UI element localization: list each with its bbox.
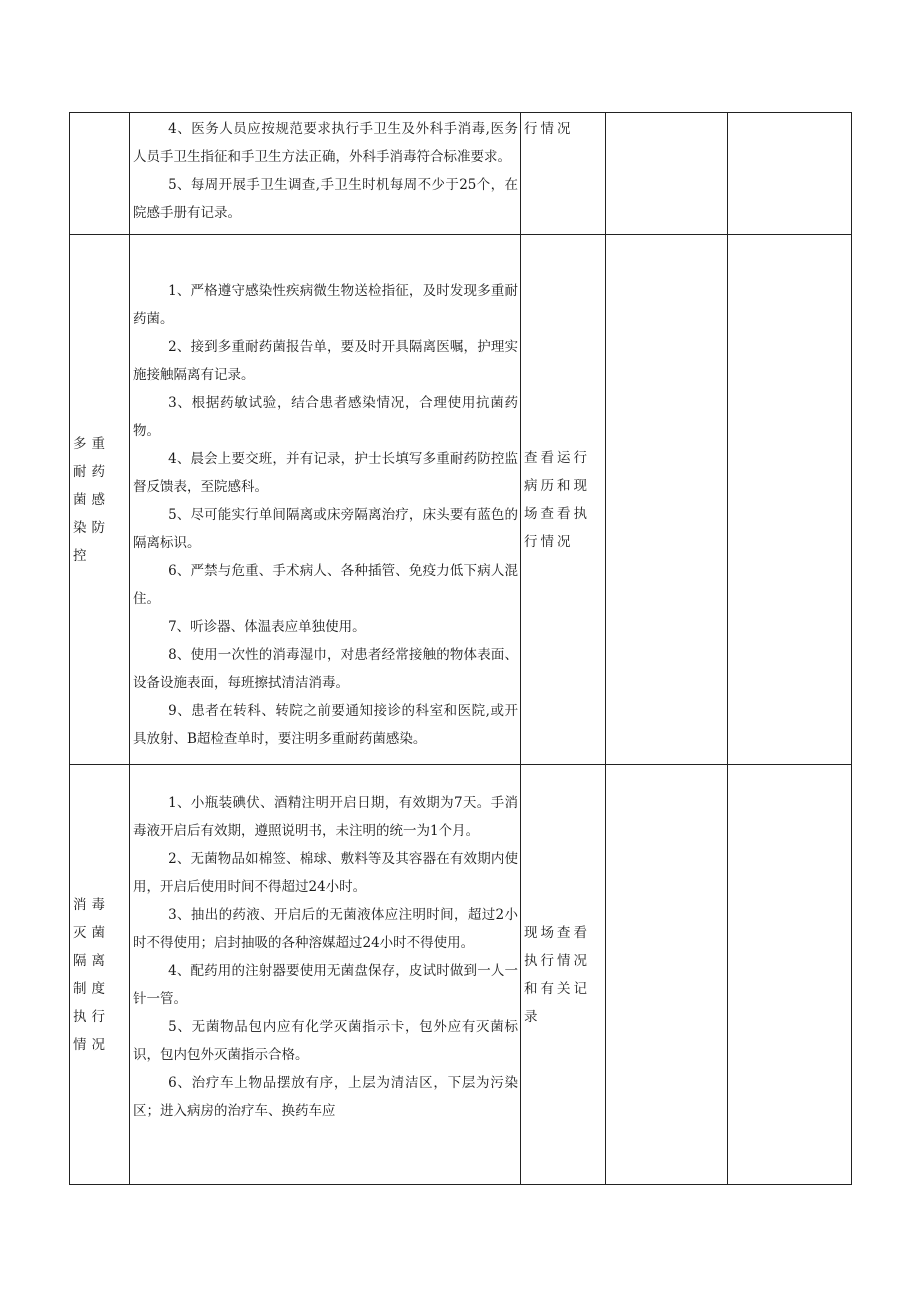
blank-cell: [728, 235, 852, 765]
list-item: 1、小瓶装碘伏、酒精注明开启日期，有效期为7天。手消毒液开启后有效期，遵照说明书，未注明的统一为1个月。: [133, 795, 518, 839]
inspection-table: [69, 112, 852, 1185]
method-cell: 行情况: [521, 113, 606, 235]
list-item: 6、严禁与危重、手术病人、各种插管、免疫力低下病人混住。: [133, 563, 518, 607]
blank-cell: [606, 765, 728, 1185]
list-item: 5、无菌物品包内应有化学灭菌指示卡，包外应有灭菌标识，包内包外灭菌指示合格。: [133, 1019, 518, 1063]
list-item: 2、无菌物品如棉签、棉球、敷料等及其容器在有效期内使用，开启后使用时间不得超过24小时。: [133, 851, 518, 895]
content-cell: [130, 113, 521, 235]
blank-cell: [728, 765, 852, 1185]
category-cell: 多重耐药菌感染防控: [70, 235, 130, 765]
category-cell: [70, 113, 130, 235]
list-item: 4、配药用的注射器要使用无菌盘保存，皮试时做到一人一针一管。: [133, 963, 518, 1007]
table-row: [70, 765, 852, 1185]
table-row: [70, 113, 852, 235]
list-item: 7、听诊器、体温表应单独使用。: [168, 619, 366, 635]
list-item: 8、使用一次性的消毒湿巾，对患者经常接触的物体表面、设备设施表面，每班擦拭清洁消毒。: [133, 647, 518, 691]
list-item: 4、晨会上要交班，并有记录，护士长填写多重耐药防控监督反馈表，至院感科。: [133, 451, 518, 495]
list-item: 3、抽出的药液、开启后的无菌液体应注明时间，超过2小时不得使用；启封抽吸的各种溶媒超过24小时不得使用。: [133, 907, 518, 951]
list-item: 2、接到多重耐药菌报告单，要及时开具隔离医嘱，护理实施接触隔离有记录。: [133, 339, 518, 383]
list-item: 3、根据药敏试验，结合患者感染情况，合理使用抗菌药物。: [133, 395, 518, 439]
spacer: [133, 237, 518, 277]
table-row: [70, 235, 852, 765]
list-item: 1、严格遵守感染性疾病微生物送检指征，及时发现多重耐药菌。: [133, 283, 518, 327]
list-item: 5、每周开展手卫生调查,手卫生时机每周不少于25个，在院感手册有记录。: [133, 177, 518, 221]
list-item: 5、尽可能实行单间隔离或床旁隔离治疗，床头要有蓝色的隔离标识。: [133, 507, 518, 551]
method-cell: 现场查看执行情况和有关记录: [521, 765, 606, 1185]
blank-cell: [606, 235, 728, 765]
blank-cell: [606, 113, 728, 235]
list-item: 4、医务人员应按规范要求执行手卫生及外科手消毒,医务人员手卫生指征和手卫生方法正确，外科手消毒符合标准要求。: [133, 121, 518, 165]
spacer: [133, 767, 518, 789]
list-item: 9、患者在转科、转院之前要通知接诊的科室和医院,或开具放射、B超检查单时，要注明多重耐药菌感染。: [133, 703, 518, 747]
category-cell: 消毒灭菌隔离制度执行情况: [70, 765, 130, 1185]
method-cell: 查看运行病历和现场查看执行情况: [521, 235, 606, 765]
blank-cell: [728, 113, 852, 235]
content-cell: [130, 235, 521, 765]
content-cell: [130, 765, 521, 1185]
list-item: 6、治疗车上物品摆放有序，上层为清洁区，下层为污染区；进入病房的治疗车、换药车应: [133, 1075, 518, 1119]
